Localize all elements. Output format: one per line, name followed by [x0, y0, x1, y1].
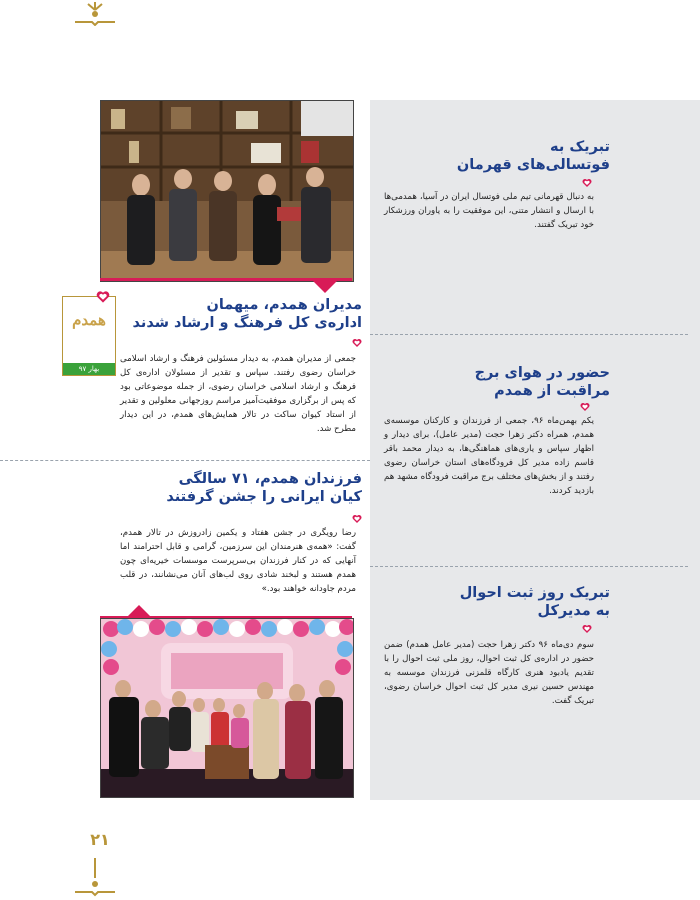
magazine-logo: همدم: [72, 311, 106, 329]
magazine-badge: [62, 296, 116, 376]
article-1-body: به دنبال قهرمانی تیم ملی فوتسال ایران در آسیا، همدمی‌ها با ارسال و انتشار متنی، این موفقیت را به یاوران ورزشکار خود تبریک گفتند.: [384, 192, 594, 230]
article-3-body: یکم بهمن‌ماه ۹۶، جمعی از فرزندان و کارکنان موسسه‌ی همدم، همراه دکتر زهرا حجت (مدیر عامل)، برای دیدار و اظهار سپاس و یاری‌های هماهنگی‌ها، به دیدار محمد باقر قاسم زاده مدیر کل فرودگاه‌های استان خراسان رضوی رفتند و از بخش‌های مختلف برج مراقبت فرودگاه مشهد هم بازدید کردند.: [384, 416, 594, 496]
divider: [370, 566, 688, 567]
heart-icon: [582, 624, 592, 634]
heart-icon: [96, 290, 110, 304]
divider: [0, 460, 370, 461]
article-2-body: جمعی از مدیران همدم، به دیدار مسئولین فرهنگ و ارشاد اسلامی خراسان رضوی رفتند. سپاس و تقدیر از مسئولان اداره‌ی کل فرهنگ و ارشاد اسلامی خراسان رضوی، از جمله موضوعاتی بود که پس از برگزاری موفقیت‌آمیز مراسم روزجهانی معلولین و تقدیر از استاد کیوان ساکت در تالار همایش‌های همدم، در این دیدار مطرح شد.: [120, 354, 356, 434]
heart-icon: [352, 338, 362, 348]
article-5-title: تبریک روز ثبت احوال به مدیرکل: [459, 585, 610, 620]
article-2-title: مدیران همدم، میهمان اداره‌ی کل فرهنگ و ارشاد شدند: [132, 297, 362, 332]
birthday-celebration-photo: [100, 618, 354, 798]
heart-icon: [580, 402, 590, 412]
article-1-title: تبریک به فوتسالی‌های قهرمان: [456, 139, 610, 174]
photo-pointer-triangle: [312, 280, 338, 294]
heart-icon: [582, 178, 592, 188]
divider: [370, 334, 688, 335]
article-3-title: حضور در هوای برج مراقبت از همدم: [474, 365, 610, 400]
heart-icon: [352, 514, 362, 524]
book-ornament-top: [70, 0, 120, 26]
article-4-body: رضا رویگری در جشن هفتاد و یکمین زادروزش در تالار همدم، گفت: «همه‌ی هنرمندان این سرزمین، گرامی و قابل احترامند اما آنهایی که در کنار فرزندان بی‌سرپرست موسسات خیریه‌ای چون همدم هستند و لبخند شادی روی لب‌های آنان می‌نشانند، در قلب مردم جاودانه خواهند بود.»: [120, 528, 356, 594]
article-4-title: فرزندان همدم، ۷۱ سالگی کیان ایرانی را جشن گرفتند: [166, 471, 362, 506]
issue-label: بهار ۹۷: [63, 363, 115, 375]
page-number: ۲۱: [90, 830, 110, 849]
article-5-body: سوم دی‌ماه ۹۶ دکتر زهرا حجت (مدیر عامل همدم) ضمن حضور در اداره‌ی کل ثبت احوال، روز ملی ثبت احوال را با تقدیم یادبود هنری کارگاه قلمزنی فرزندان موسسه به مهندس حسین نیری مدیر کل ثبت احوال خراسان رضوی، تبریک گفت.: [384, 640, 595, 706]
book-ornament-bottom: [70, 856, 120, 900]
office-meeting-photo: [100, 100, 354, 282]
